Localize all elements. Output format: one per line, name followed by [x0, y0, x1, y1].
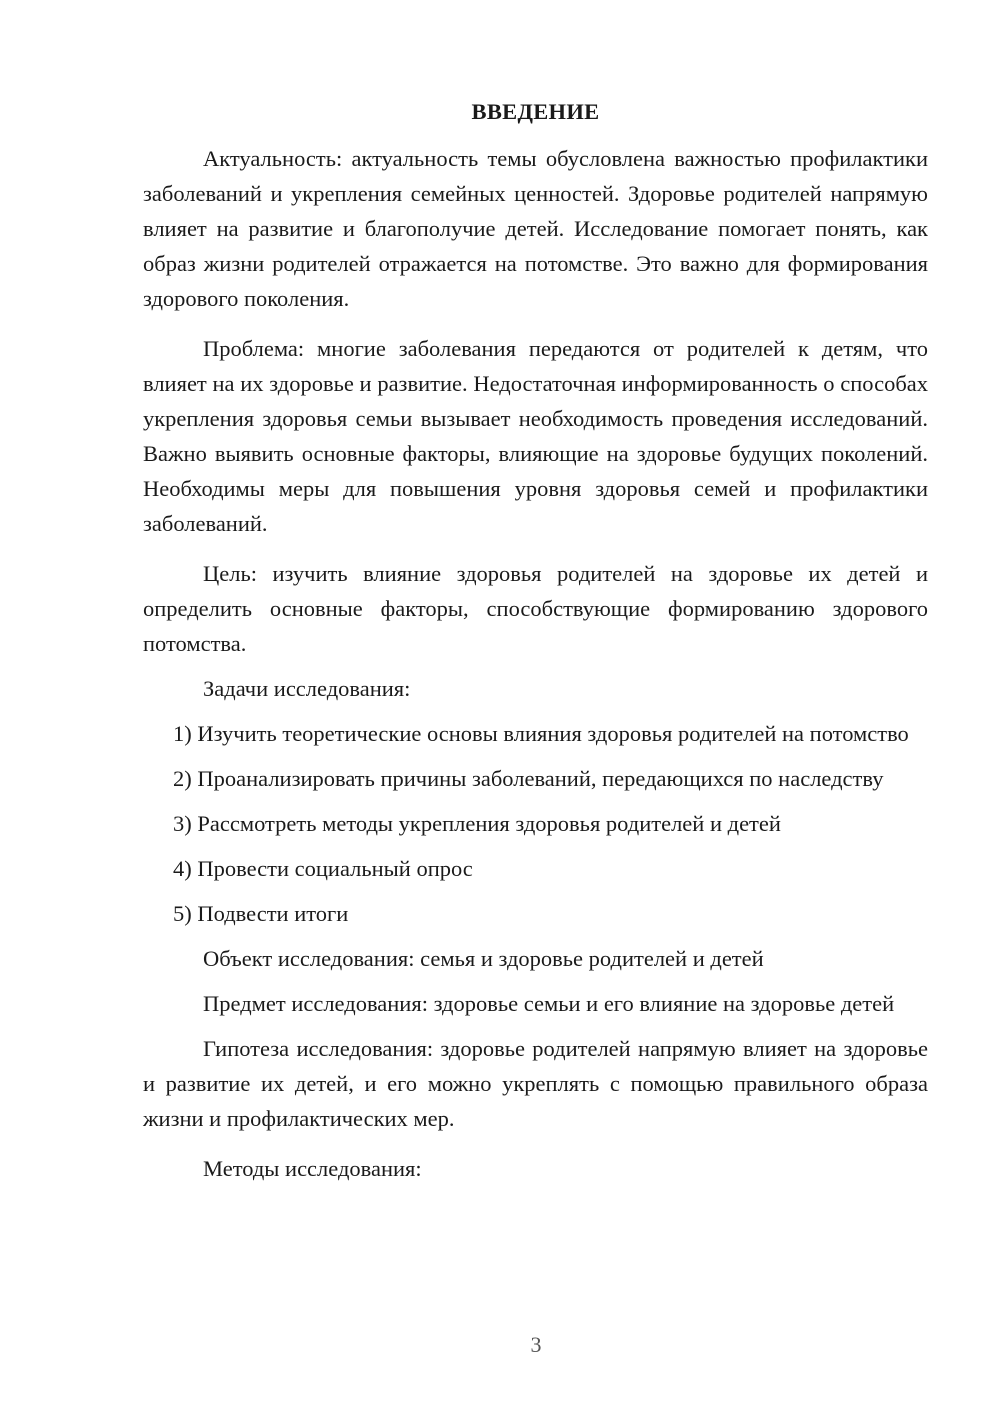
relevance-paragraph: Актуальность: актуальность темы обусловлена важностью профилактики заболеваний и укрепления семейных ценностей. Здоровье родителей напрямую влияет на развитие и благополучие детей. Исследование помогает понять, как образ жизни родителей отражается на потомстве. Это важно для формирования здорового поколения. [143, 146, 928, 311]
subject-paragraph: Предмет исследования: здоровье семьи и его влияние на здоровье детей [203, 991, 895, 1016]
object-paragraph: Объект исследования: семья и здоровье родителей и детей [203, 946, 764, 971]
methods-heading: Методы исследования: [203, 1156, 422, 1181]
section-title: ВВЕДЕНИЕ [471, 99, 600, 124]
list-item: 3) Рассмотреть методы укрепления здоровья родителей и детей [173, 811, 781, 836]
list-item: 2) Проанализировать причины заболеваний, передающихся по наследству [173, 766, 884, 791]
document-page [143, 94, 928, 1186]
goal-paragraph: Цель: изучить влияние здоровья родителей на здоровье их детей и определить основные факторы, способствующие формированию здорового потомства. [143, 561, 928, 656]
list-item: 4) Провести социальный опрос [173, 856, 473, 881]
hypothesis-paragraph: Гипотеза исследования: здоровье родителей напрямую влияет на здоровье и развитие их детей, и его можно укреплять с помощью правильного образа жизни и профилактических мер. [143, 1036, 928, 1131]
list-item: 5) Подвести итоги [173, 901, 349, 926]
tasks-heading: Задачи исследования: [203, 676, 411, 701]
problem-paragraph: Проблема: многие заболевания передаются от родителей к детям, что влияет на их здоровье и развитие. Недостаточная информированность о способах укрепления здоровья семьи вызывает необходимость проведения исследований. Важно выявить основные факторы, влияющие на здоровье будущих поколений. Необходимы меры для повышения уровня здоровья семей и профилактики заболеваний. [143, 336, 928, 536]
list-item: 1) Изучить теоретические основы влияния здоровья родителей на потомство [173, 721, 909, 746]
page-number: 3 [530, 1332, 542, 1357]
